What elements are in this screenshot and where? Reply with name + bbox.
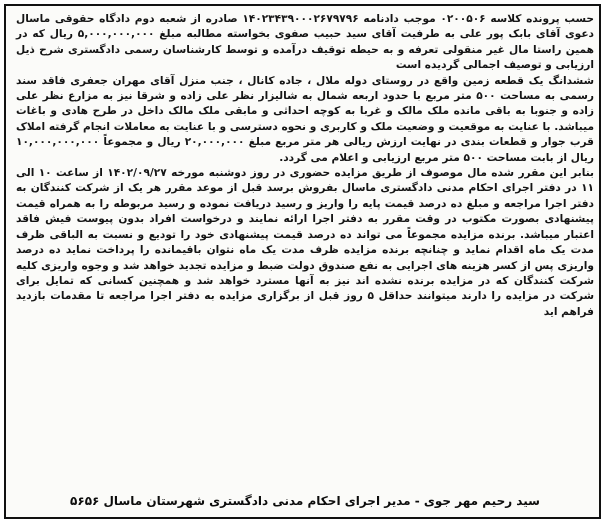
notice-paragraph-auction-terms: بنابر این مقرر شده مال موصوف از طریق مزایده حضوری در روز دوشنبه مورخه ۱۴۰۲/۰۹/۲۷ از ساعت ۱۰ الی ۱۱ در دفتر اجرای احکام مدنی دادگستری ماسال بفروش برسد قبل از موعد مقرر هر یک از شرکت کنندگان به دفتر اجرا مراجعه و مبلغ ده درصد قیمت پایه را واریز و رسید دریافت نموده و رسید مربوطه را به همراه قیمت پیشنهادی بصورت مکتوب در وقت مقرر به دفتر اجرا ارائه نمایند و درخواست افراد بدون پیوست فیش فاقد اعتبار میباشد. برنده مزایده مجموعاً می تواند ده درصد قیمت پیشنهادی خود را تودیع و نسبت به الباقی ظرف مدت یک ماه اقدام نماید و چنانچه برنده مزایده ظرف مدت یک ماه نتوان باقیمانده را پرداخت نماید ده درصد واریزی پس از کسر هزینه های اجرایی به نفع صندوق دولت ضبط و مزایده تجدید خواهد شد و وجوه واریزی کلیه شرکت کنندگان که در مزایده برنده نشده اند نیز به آنها مسترد خواهد شد و همچنین کسانی که تمایل برای شرکت در مزایده را دارند میتوانند حداقل ۵ روز قبل از برگزاری مزایده به دفتر اجرا مراجعه تا مقدمات بازدید فراهم اید bbox=[16, 167, 595, 318]
notice-paragraph-property-description: ششدانگ یک قطعه زمین واقع در روستای دوله ملال ، جاده کانال ، جنب منزل آقای مهران جعفری فاقد سند رسمی به مساحت ۵۰۰ متر مربع با حدود اربعه شمال به شالیزار نظر علی زاده و شرقا نیز به مزارع نظر علی زاده و جنوبا به باقی مانده ملک مالک و غربا به کوچه احداثی و مابقی ملک مالک داخل در طرح هادی و باغات میباشد. با عنایت به موقعیت و وضعیت ملک و کاربری و نحوه دسترسی و با عنایت به معاملات انجام گرفته املاک قرب جوار و قطعات بندی در نهایت ارزش ریالی هر متر مربع مبلغ ۲۰,۰۰۰,۰۰۰ ریال و مجموعاً ۱۰,۰۰۰,۰۰۰,۰۰۰ ریال از بابت مساحت ۵۰۰ متر مربع ارزیابی و اعلام می گردد. bbox=[16, 74, 594, 164]
notice-paragraph-case-details: حسب پرونده کلاسه ۰۲۰۰۵۰۶ موجب دادنامه ۱۴۰۲۳۴۳۹۰۰۰۲۶۷۹۷۹۶ صادره از شعبه دوم دادگاه حقوقی ماسال دعوی آقای بابک پور علی به طرفیت آقای سید حبیب صفوی بخواسته مطالبه مبلغ ۵,۰۰۰,۰۰۰,۰۰۰ ریال که در همین راستا مال غیر منقولی تعرفه و به حیطه توقیف درآمده و توسط کارشناسان رسمی دادگستری شرح ذیل ارزیابی و توصیف اجمالی گردیده است bbox=[16, 13, 594, 72]
legal-notice-frame bbox=[4, 4, 601, 519]
notice-signature: سید رحیم مهر جوی - مدیر اجرای احکام مدنی دادگستری شهرستان ماسال ۵۶۵۶ bbox=[70, 494, 540, 508]
notice-body bbox=[16, 12, 594, 320]
